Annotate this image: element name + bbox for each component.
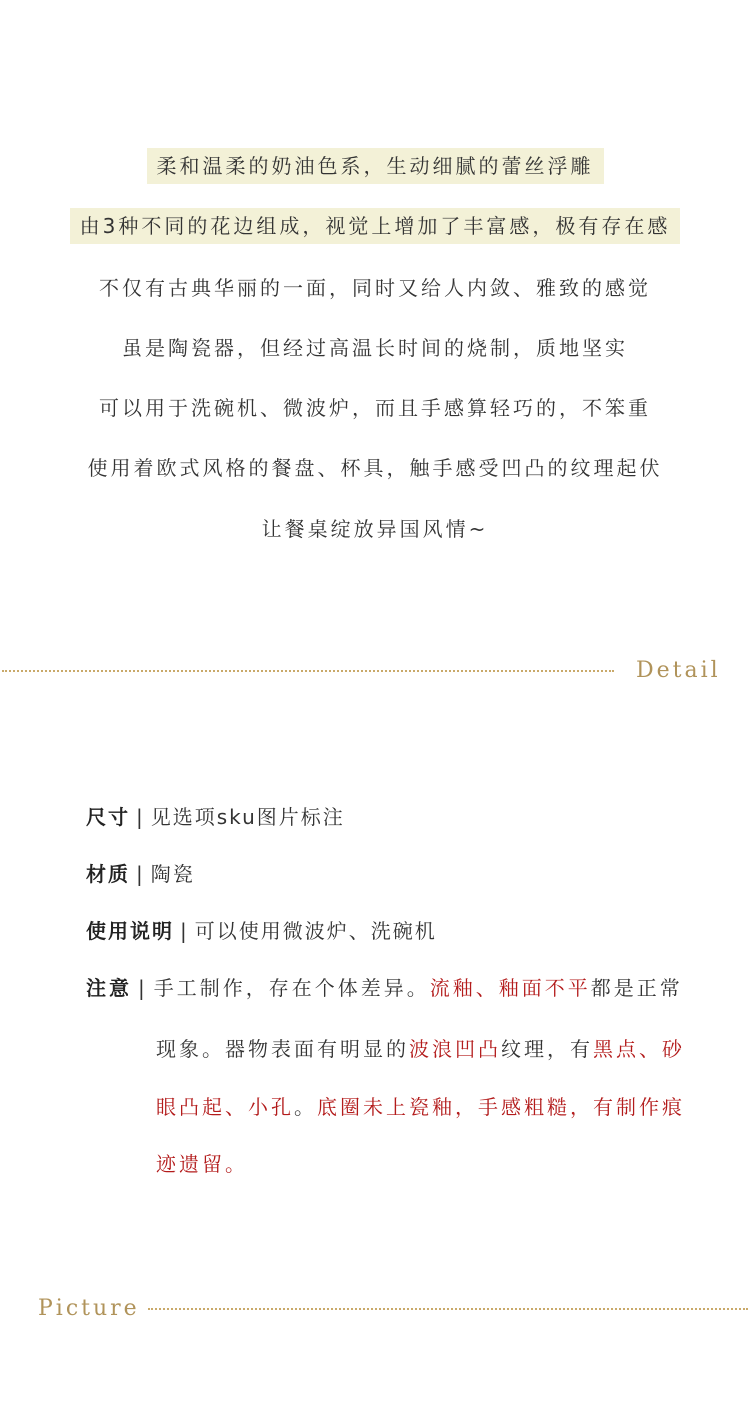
note-line3-warning-3: 有制作痕 xyxy=(593,1095,685,1119)
intro-line-5 xyxy=(0,390,750,426)
intro-line-7 xyxy=(0,511,750,547)
detail-label: Detail xyxy=(636,658,721,683)
intro-line-3-text: 不仅有古典华丽的一面，同时又给人内敛、雅致的感觉 xyxy=(99,276,651,300)
intro-line-6 xyxy=(0,450,750,486)
note-line2-warning-1: 波浪凹凸 xyxy=(409,1037,501,1061)
note-line4-warning: 迹遗留。 xyxy=(156,1152,248,1176)
detail-divider xyxy=(0,656,750,686)
detail-dotted-line xyxy=(2,670,614,672)
spec-usage-separator: | xyxy=(180,919,189,943)
intro-line-2 xyxy=(0,208,750,244)
note-line-2 xyxy=(156,1034,685,1064)
spec-material xyxy=(86,859,195,889)
note-line3-part2: 。 xyxy=(294,1095,317,1119)
note-line3-part4: ，手感粗糙， xyxy=(455,1095,593,1119)
intro-line-5-text: 可以用于洗碗机、微波炉，而且手感算轻巧的，不笨重 xyxy=(99,396,651,420)
note-line-3 xyxy=(156,1092,685,1122)
intro-line-4-text: 虽是陶瓷器，但经过高温长时间的烧制，质地坚实 xyxy=(122,336,628,360)
spec-size xyxy=(86,802,345,832)
spec-size-key: 尺寸 xyxy=(86,805,130,829)
spec-material-separator: | xyxy=(136,862,145,886)
spec-material-key: 材质 xyxy=(86,862,130,886)
intro-line-1-text: 柔和温柔的奶油色系，生动细腻的蕾丝浮雕 xyxy=(147,148,604,184)
note-line2-part3: 纹理，有 xyxy=(501,1037,593,1061)
picture-divider xyxy=(0,1294,750,1324)
spec-note-separator: | xyxy=(138,976,148,1000)
spec-note xyxy=(86,973,683,1003)
spec-size-value: 见选项sku图片标注 xyxy=(150,805,345,829)
note-line1-warning: 流釉、釉面不平 xyxy=(429,976,591,1000)
note-line-4 xyxy=(156,1149,248,1179)
intro-line-4 xyxy=(0,330,750,366)
spec-material-value: 陶瓷 xyxy=(150,862,195,886)
note-line1-part3: 都是正常 xyxy=(590,976,683,1000)
intro-line-1 xyxy=(0,148,750,184)
note-line2-part1: 现象。器物表面有明显的 xyxy=(156,1037,409,1061)
note-line1-part1: 手工制作，存在个体差异。 xyxy=(153,976,430,1000)
spec-note-key: 注意 xyxy=(86,976,132,1000)
intro-line-7-text: 让餐桌绽放异国风情~ xyxy=(261,517,489,541)
note-line2-warning-2: 黑点、砂 xyxy=(593,1037,685,1061)
intro-line-6-text: 使用着欧式风格的餐盘、杯具，触手感受凹凸的纹理起伏 xyxy=(87,456,663,480)
spec-usage-key: 使用说明 xyxy=(86,919,174,943)
spec-usage-value: 可以使用微波炉、洗碗机 xyxy=(194,919,437,943)
intro-line-2-text: 由3种不同的花边组成，视觉上增加了丰富感，极有存在感 xyxy=(70,208,681,244)
note-line3-warning-2: 底圈未上瓷釉 xyxy=(317,1095,455,1119)
picture-label: Picture xyxy=(38,1296,140,1321)
spec-size-separator: | xyxy=(136,805,145,829)
intro-line-3 xyxy=(0,270,750,306)
spec-usage xyxy=(86,916,437,946)
note-line3-warning-1: 眼凸起、小孔 xyxy=(156,1095,294,1119)
picture-dotted-line xyxy=(148,1308,748,1310)
